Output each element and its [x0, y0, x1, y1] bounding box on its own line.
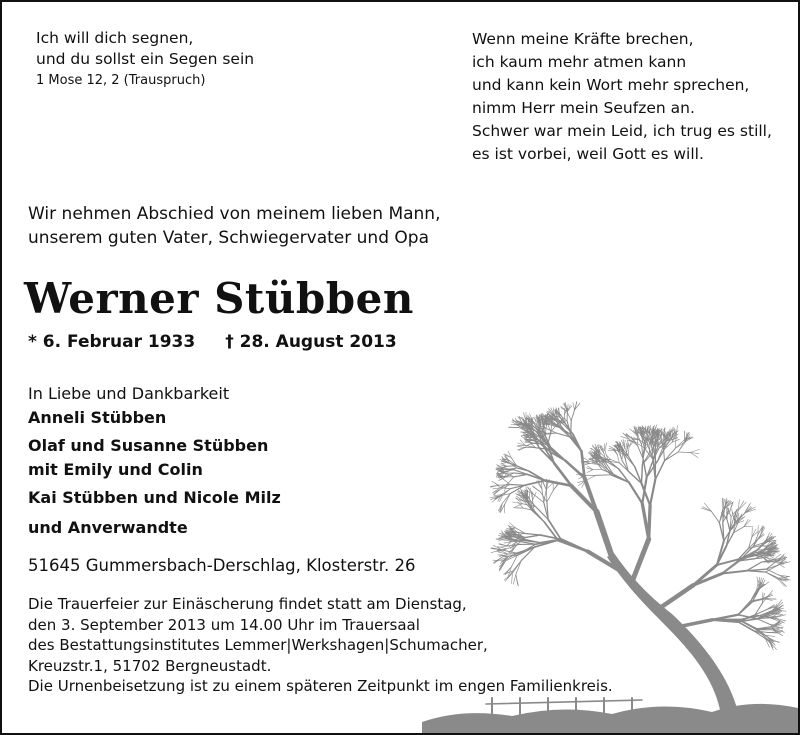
deceased-name: Werner Stübben	[24, 274, 414, 323]
service-line: Kreuzstr.1, 51702 Bergneustadt.	[28, 656, 272, 675]
poem-line: Wenn meine Kräfte brechen,	[472, 30, 694, 48]
poem-line: nimm Herr mein Seufzen an.	[472, 99, 695, 117]
farewell-intro	[28, 202, 440, 250]
intro-line-1: Wir nehmen Abschied von meinem lieben Mann,	[28, 204, 441, 224]
service-line: des Bestattungsinstitutes Lemmer|Werkshagen|Schumacher,	[28, 636, 488, 654]
service-line: Die Urnenbeisetzung ist zu einem späteren Zeitpunkt im engen Familienkreis.	[28, 677, 613, 695]
intro-line-2: unserem guten Vater, Schwiegervater und Opa	[28, 228, 429, 248]
service-line: Die Trauerfeier zur Einäscherung findet statt am Dienstag,	[28, 595, 467, 613]
poem	[472, 28, 772, 166]
mourners-list	[28, 382, 281, 540]
poem-line: Schwer war mein Leid, ich trug es still,	[472, 122, 772, 140]
life-dates	[28, 330, 397, 354]
family-address: 51645 Gummersbach-Derschlag, Klosterstr. 26	[28, 556, 416, 575]
poem-line: es ist vorbei, weil Gott es will.	[472, 145, 704, 163]
mourners-heading: In Liebe und Dankbarkeit	[28, 384, 230, 403]
mourner-name: und Anverwandte	[28, 518, 188, 537]
service-line: den 3. September 2013 um 14.00 Uhr im Trauersaal	[28, 615, 420, 634]
verse-source: 1 Mose 12, 2 (Trauspruch)	[36, 73, 206, 88]
bible-verse	[36, 28, 254, 91]
mourner-name: Olaf und Susanne Stübben	[28, 436, 269, 455]
mourner-name: Kai Stübben und Nicole Milz	[28, 488, 281, 507]
poem-line: und kann kein Wort mehr sprechen,	[472, 76, 750, 94]
death-date: † 28. August 2013	[225, 332, 397, 352]
verse-line-2: und du sollst ein Segen sein	[36, 50, 255, 68]
poem-line: ich kaum mehr atmen kann	[472, 53, 687, 71]
birth-date: * 6. Februar 1933	[28, 332, 196, 352]
bare-tree-illustration	[422, 382, 798, 734]
verse-line-1: Ich will dich segnen,	[36, 29, 194, 47]
mourner-name: Anneli Stübben	[28, 408, 167, 427]
mourner-name: mit Emily und Colin	[28, 460, 203, 479]
